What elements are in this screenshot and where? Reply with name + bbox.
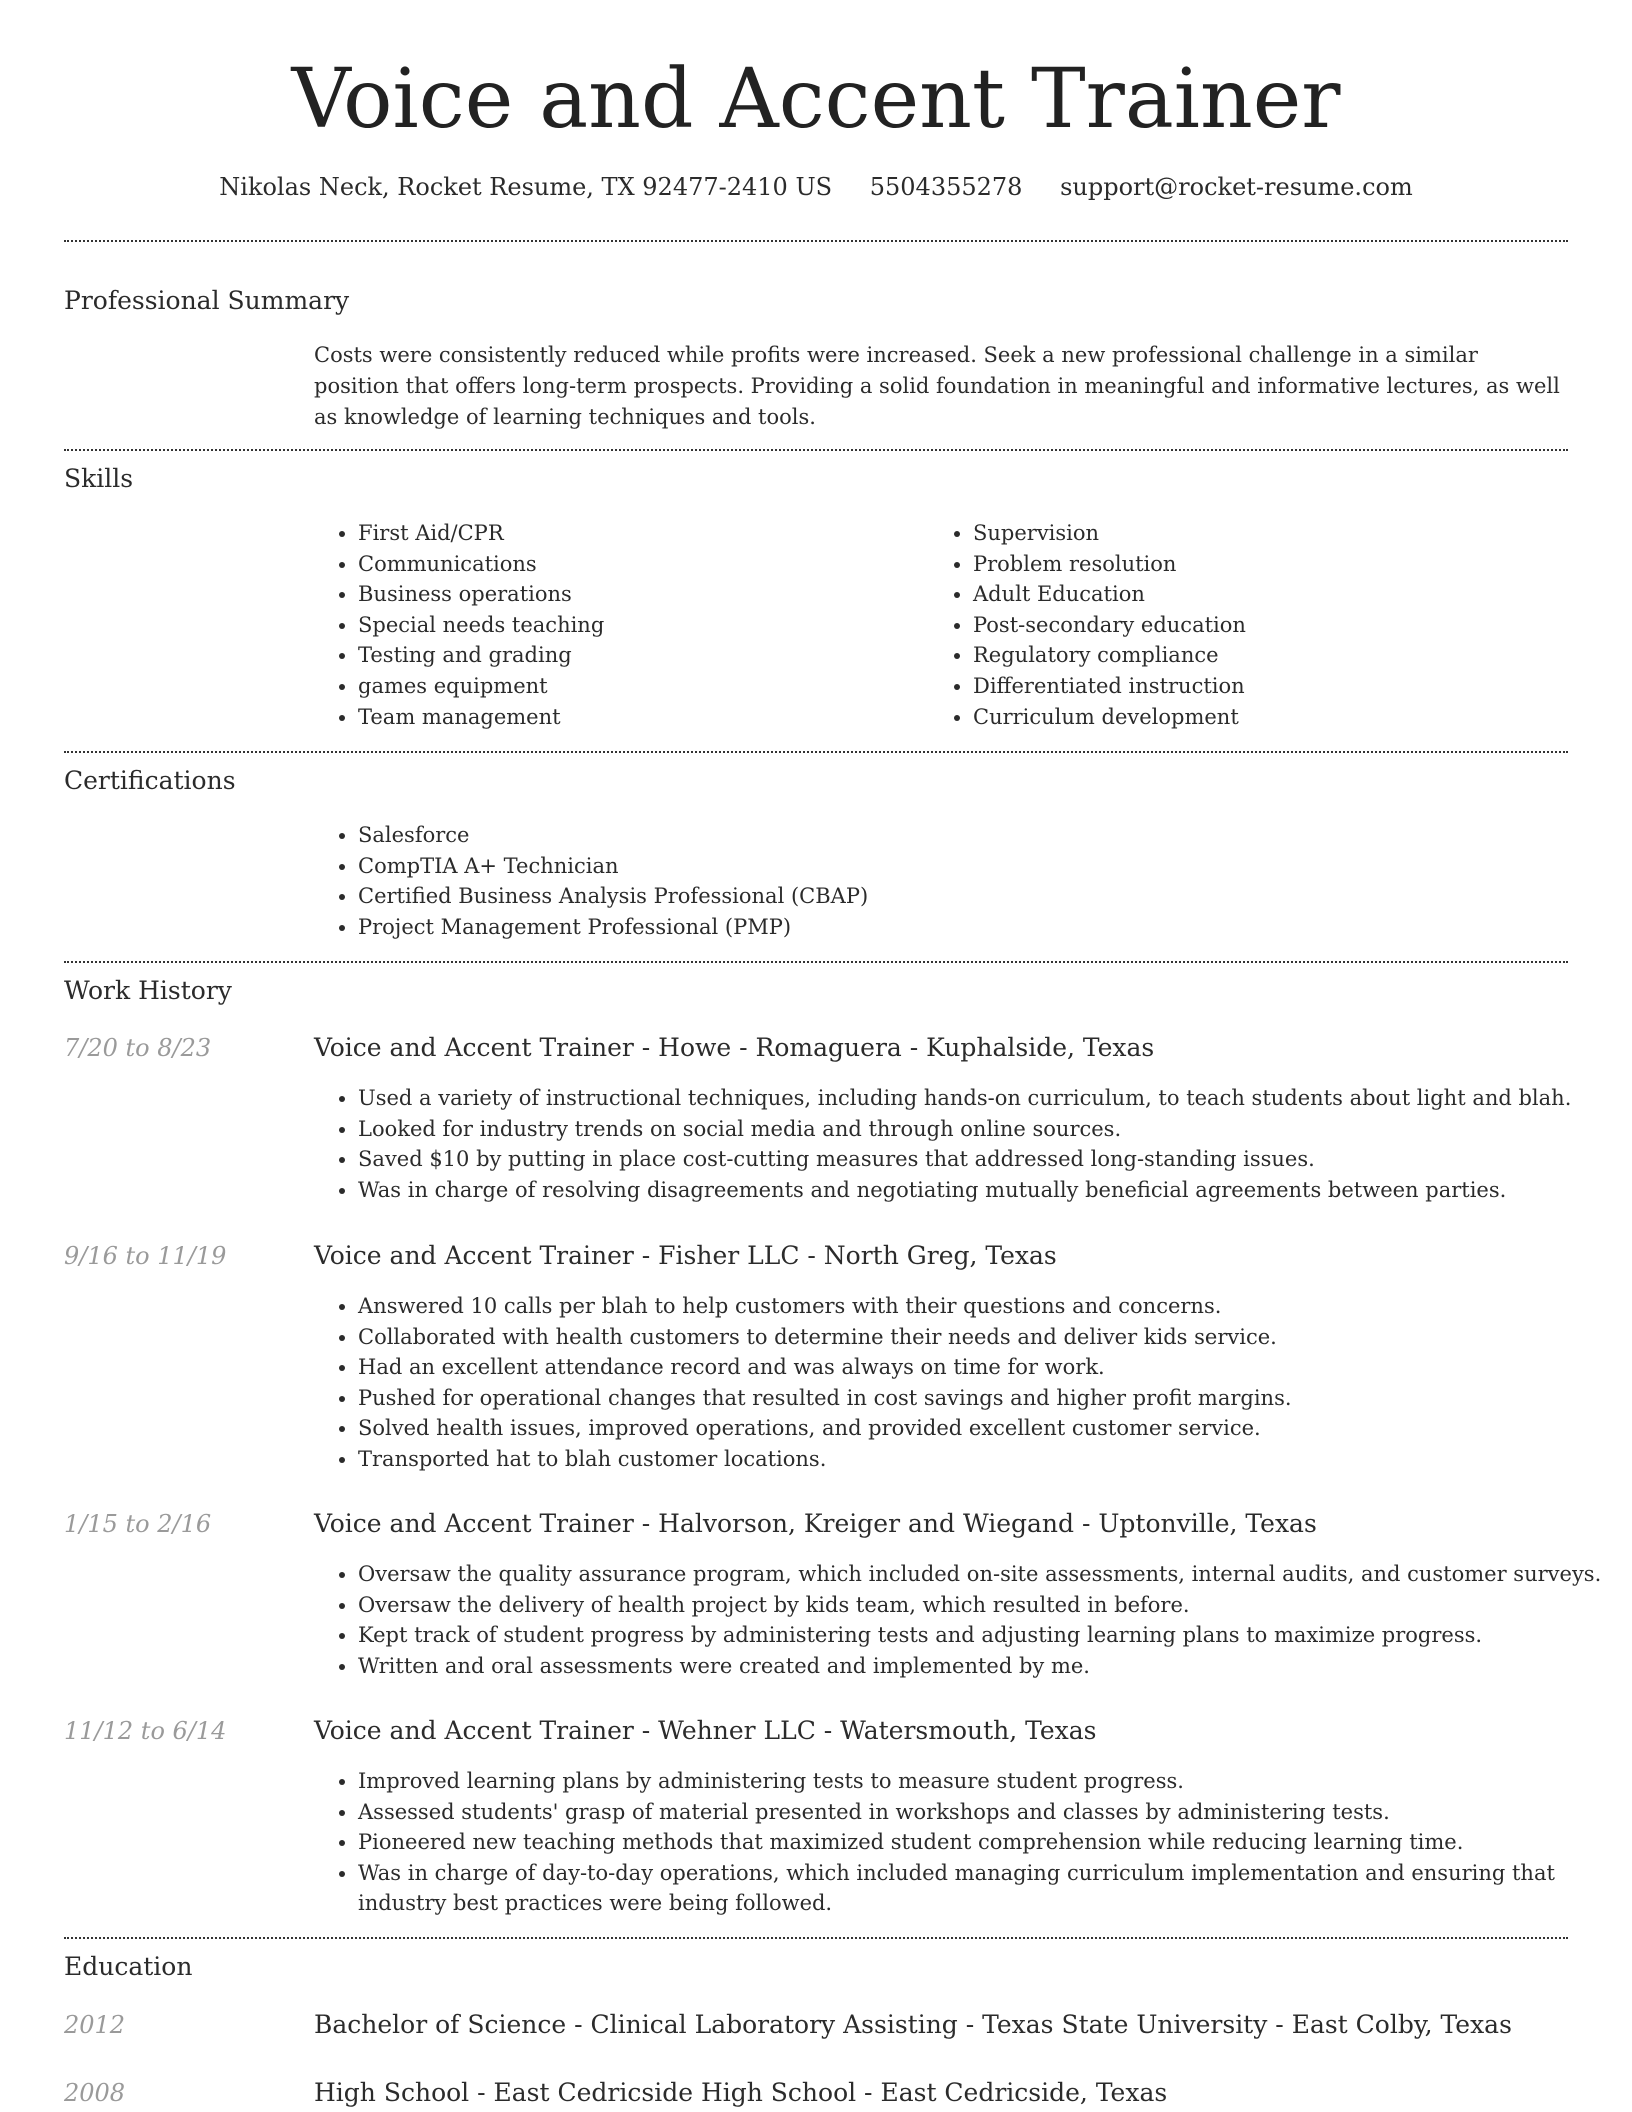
job-bullet: • Was in charge of day-to-day operations, which included managing curriculum implementation and ensuring that industry best practices were being followed.	[358, 1858, 1568, 1919]
job-bullet: • Answered 10 calls per blah to help customers with their questions and concerns.	[358, 1291, 1292, 1322]
skill-item: • Adult Education	[973, 579, 1246, 610]
skill-item: • Problem resolution	[973, 549, 1246, 580]
job-dates: 7/20 to 8/23	[64, 1034, 212, 1062]
skills-list-right	[929, 518, 1246, 732]
contact-line	[64, 170, 1568, 204]
education-year: 2012	[64, 2011, 126, 2039]
section-title-work-history: Work History	[64, 976, 232, 1005]
job-bullet: • Oversaw the delivery of health project by kids team, which resulted in before.	[358, 1590, 1601, 1621]
skill-item: • Business operations	[358, 579, 604, 610]
contact-phone: 5504355278	[869, 173, 1023, 201]
certifications-list	[314, 820, 868, 942]
skill-item: • Differentiated instruction	[973, 671, 1246, 702]
skill-item: • Team management	[358, 702, 604, 733]
job-bullet: • Solved health issues, improved operations, and provided excellent customer service.	[358, 1413, 1292, 1444]
skill-item: • Regulatory compliance	[973, 640, 1246, 671]
divider	[64, 751, 1568, 753]
education-title: High School - East Cedricside High School - East Cedricside, Texas	[314, 2078, 1168, 2107]
job-bullet: • Kept track of student progress by administering tests and adjusting learning plans to maximize progress.	[358, 1620, 1601, 1651]
skill-item: • games equipment	[358, 671, 604, 702]
job-bullets	[314, 1083, 1571, 1205]
job-bullet: • Was in charge of resolving disagreements and negotiating mutually beneficial agreements between parties.	[358, 1175, 1571, 1206]
job-dates: 9/16 to 11/19	[64, 1242, 227, 1270]
job-dates: 11/12 to 6/14	[64, 1717, 227, 1745]
job-bullet: • Used a variety of instructional techniques, including hands-on curriculum, to teach students about light and blah.	[358, 1083, 1571, 1114]
job-bullet: • Pushed for operational changes that resulted in cost savings and higher profit margins.	[358, 1383, 1292, 1414]
job-dates: 1/15 to 2/16	[64, 1510, 212, 1538]
section-title-summary: Professional Summary	[64, 286, 350, 315]
job-bullet: • Oversaw the quality assurance program, which included on-site assessments, internal audits, and customer surveys.	[358, 1559, 1601, 1590]
section-title-certifications: Certifications	[64, 766, 236, 795]
skill-item: • Testing and grading	[358, 640, 604, 671]
job-title: Voice and Accent Trainer - Howe - Romaguera - Kuphalside, Texas	[314, 1033, 1155, 1062]
skill-item: • Curriculum development	[973, 702, 1246, 733]
divider	[64, 240, 1568, 242]
skill-item: • Post-secondary education	[973, 610, 1246, 641]
job-bullets	[314, 1766, 1568, 1919]
skill-item: • First Aid/CPR	[358, 518, 604, 549]
skill-item: • Communications	[358, 549, 604, 580]
contact-email: support@rocket-resume.com	[1060, 173, 1413, 201]
education-year: 2008	[64, 2079, 126, 2107]
job-title: Voice and Accent Trainer - Fisher LLC - North Greg, Texas	[314, 1241, 1057, 1270]
divider	[64, 449, 1568, 451]
job-bullet: • Pioneered new teaching methods that maximized student comprehension while reducing learning time.	[358, 1827, 1568, 1858]
divider	[64, 1937, 1568, 1939]
certification-item: • CompTIA A+ Technician	[358, 851, 868, 882]
job-bullets	[314, 1559, 1601, 1681]
job-bullets	[314, 1291, 1292, 1475]
job-title: Voice and Accent Trainer - Wehner LLC - Watersmouth, Texas	[314, 1716, 1097, 1745]
resume-title: Voice and Accent Trainer	[291, 52, 1341, 147]
skill-item: • Supervision	[973, 518, 1246, 549]
job-bullet: • Saved $10 by putting in place cost-cutting measures that addressed long-standing issues.	[358, 1144, 1571, 1175]
job-title: Voice and Accent Trainer - Halvorson, Kreiger and Wiegand - Uptonville, Texas	[314, 1509, 1317, 1538]
certification-item: • Certified Business Analysis Professional (CBAP)	[358, 881, 868, 912]
certification-item: • Project Management Professional (PMP)	[358, 912, 868, 943]
education-title: Bachelor of Science - Clinical Laboratory Assisting - Texas State University - East Colby, Texas	[314, 2010, 1512, 2039]
section-title-skills: Skills	[64, 464, 134, 493]
skills-list-left	[314, 518, 604, 732]
job-bullet: • Transported hat to blah customer locations.	[358, 1444, 1292, 1475]
job-bullet: • Collaborated with health customers to determine their needs and deliver kids service.	[358, 1322, 1292, 1353]
job-bullet: • Improved learning plans by administering tests to measure student progress.	[358, 1766, 1568, 1797]
contact-address: Nikolas Neck, Rocket Resume, TX 92477-2410 US	[219, 173, 833, 201]
skill-item: • Special needs teaching	[358, 610, 604, 641]
divider	[64, 961, 1568, 963]
certification-item: • Salesforce	[358, 820, 868, 851]
section-title-education: Education	[64, 1952, 193, 1981]
job-bullet: • Had an excellent attendance record and was always on time for work.	[358, 1352, 1292, 1383]
summary-text: Costs were consistently reduced while profits were increased. Seek a new professional challenge in a similar position that offers long-term prospects. Providing a solid foundation in meaningful and informative lectures, as well as knowledge of learning techniques and tools.	[314, 343, 1560, 429]
job-bullet: • Written and oral assessments were created and implemented by me.	[358, 1651, 1601, 1682]
job-bullet: • Looked for industry trends on social media and through online sources.	[358, 1114, 1571, 1145]
job-bullet: • Assessed students' grasp of material presented in workshops and classes by administering tests.	[358, 1797, 1568, 1828]
